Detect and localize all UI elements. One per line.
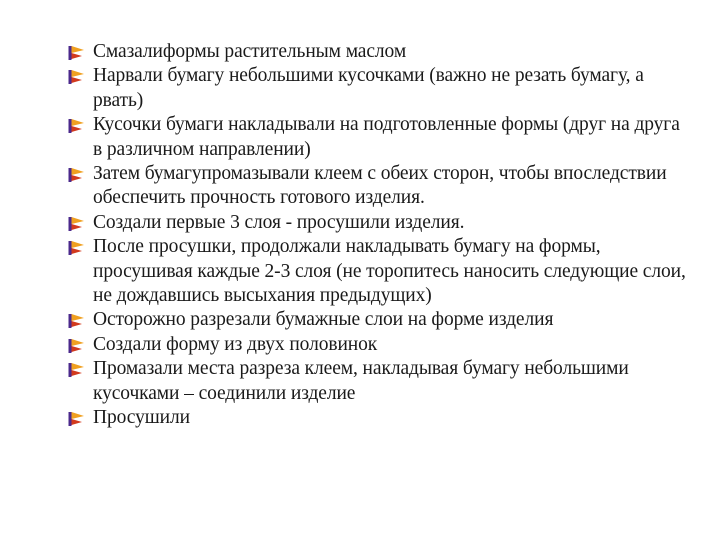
list-item-text: Нарвали бумагу небольшими кусочками (важно не резать бумагу, а рвать) bbox=[93, 65, 644, 111]
flag-bullet-icon bbox=[68, 240, 86, 256]
list-item-text: Просушили bbox=[93, 407, 190, 429]
flag-bullet-icon bbox=[68, 411, 86, 427]
list-item bbox=[68, 406, 688, 430]
list-item bbox=[68, 162, 688, 211]
instruction-list bbox=[68, 40, 688, 431]
flag-bullet-icon bbox=[68, 118, 86, 134]
list-item bbox=[68, 357, 688, 406]
flag-bullet-icon bbox=[68, 45, 86, 61]
list-item bbox=[68, 235, 688, 308]
list-item-text: Смазалиформы растительным маслом bbox=[93, 41, 407, 62]
list-item-text: Создали форму из двух половинок bbox=[93, 333, 378, 355]
flag-bullet-icon bbox=[68, 313, 86, 329]
list-item bbox=[68, 113, 688, 162]
list-item bbox=[68, 308, 688, 332]
flag-bullet-icon bbox=[68, 216, 86, 232]
flag-bullet-icon bbox=[68, 362, 86, 378]
flag-bullet-icon bbox=[68, 69, 86, 85]
list-item-text: Осторожно разрезали бумажные слои на форме изделия bbox=[93, 309, 554, 331]
list-item-text: Создали первые 3 слоя - просушили изделия. bbox=[93, 211, 465, 233]
list-item bbox=[68, 333, 688, 357]
list-item-text: После просушки, продолжали накладывать бумагу на формы, просушивая каждые 2-3 слоя (не торопитесь наносить следующие слои, не дождавшись высыхания предыдущих) bbox=[93, 236, 686, 307]
list-item-text: Промазали места разреза клеем, накладывая бумагу небольшими кусочками – соединили изделие bbox=[93, 358, 629, 404]
flag-bullet-icon bbox=[68, 167, 86, 183]
list-item bbox=[68, 64, 688, 113]
list-item bbox=[68, 211, 688, 235]
flag-bullet-icon bbox=[68, 338, 86, 354]
list-item-text: Затем бумагупромазывали клеем с обеих сторон, чтобы впоследствии обеспечить прочность готового изделия. bbox=[93, 163, 667, 209]
list-item-text: Кусочки бумаги накладывали на подготовленные формы (друг на друга в различном направлении) bbox=[93, 114, 680, 160]
list-item bbox=[68, 40, 688, 64]
